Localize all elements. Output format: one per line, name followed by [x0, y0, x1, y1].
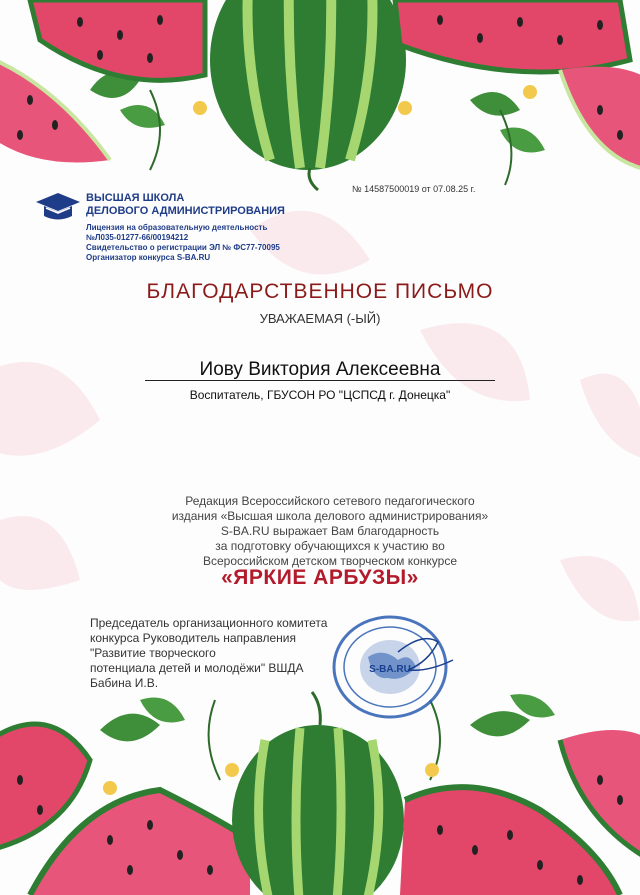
letter-title: БЛАГОДАРСТВЕННОЕ ПИСЬМО: [146, 280, 494, 303]
bottom-right-slices: [400, 730, 640, 895]
letter-body: [100, 494, 560, 569]
graduation-cap-icon: [34, 190, 82, 226]
recipient-position: Воспитатель, ГБУСОН РО "ЦСПСД г. Донецка": [189, 388, 451, 402]
org-name-line-1: ВЫСШАЯ ШКОЛА: [86, 192, 185, 204]
body-line: Редакция Всероссийского сетевого педагогического: [185, 494, 475, 508]
license-line: Лицензия на образовательную деятельность: [86, 223, 268, 232]
license-number: №Л035-01277-66/00194212: [86, 233, 189, 242]
top-whole-watermelon: [210, 0, 406, 190]
signatory-name: Бабина И.В.: [90, 676, 159, 690]
signatory-line: потенциала детей и молодёжи" ВШДА: [90, 661, 304, 675]
body-line: Всероссийском детском творческом конкурсе: [202, 554, 458, 568]
organization-name: [86, 192, 286, 218]
signatory-line: конкурса Руководитель направления: [90, 631, 297, 645]
bottom-left-slices: [0, 724, 250, 895]
body-line: за подготовку обучающихся к участию во: [215, 539, 445, 553]
body-line: S-BA.RU выражает Вам благодарность: [220, 524, 440, 538]
license-details: [86, 223, 316, 263]
name-underline: [145, 380, 495, 381]
greeting: УВАЖАЕМАЯ (-ЫЙ): [259, 311, 381, 326]
recipient-name: Иову Виктория Алексеевна: [199, 359, 441, 380]
official-stamp: [328, 612, 458, 722]
document-number: № 14587500019 от 07.08.25 г.: [352, 184, 476, 194]
stamp-text: S-BA.RU: [369, 664, 411, 675]
registration-line: Свидетельство о регистрации ЭЛ № ФС77-70095: [86, 243, 280, 252]
contest-name: «ЯРКИЕ АРБУЗЫ»: [221, 566, 419, 589]
org-name-line-2: ДЕЛОВОГО АДМИНИСТРИРОВАНИЯ: [86, 205, 285, 217]
organizer-line: Организатор конкурса S-BA.RU: [86, 253, 211, 262]
bottom-whole-watermelon: [232, 692, 404, 895]
body-line: издания «Высшая школа делового администрирования»: [171, 509, 489, 523]
signatory-block: [90, 616, 360, 691]
signatory-line: "Развитие творческого: [90, 646, 216, 660]
signatory-line: Председатель организационного комитета: [90, 616, 328, 630]
